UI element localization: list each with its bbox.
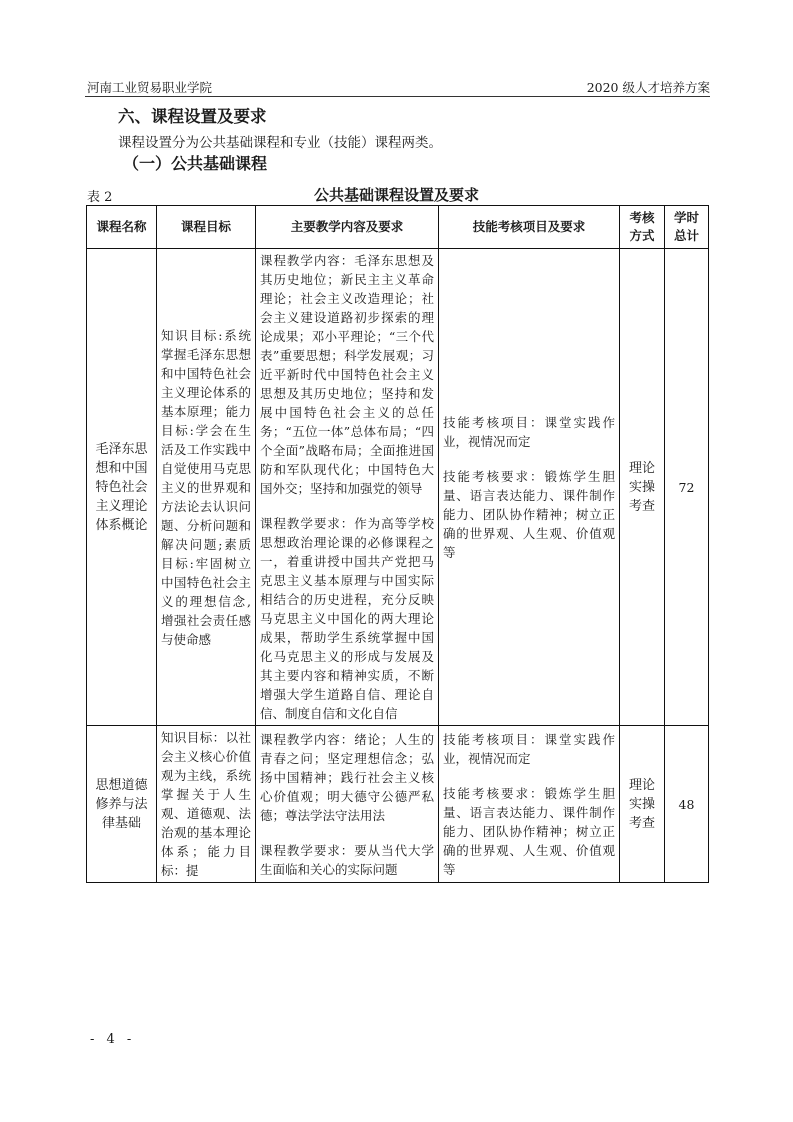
subsection-title: （一）公共基础课程 <box>123 154 268 173</box>
course-table <box>86 205 709 883</box>
header-institution: 河南工业贸易职业学院 <box>87 80 213 95</box>
hours-cell: 72 <box>665 249 709 726</box>
table-title: 公共基础课程设置及要求 <box>313 186 479 204</box>
table-header-row <box>87 206 709 249</box>
skill-requirements: 技能考核要求：锻炼学生胆量、语言表达能力、课件制作能力、团队协作精神；树立正确的世界观、人生观、价值观等 <box>443 785 615 877</box>
section-intro: 课程设置分为公共基础课程和专业（技能）课程两类。 <box>118 135 442 151</box>
header-hours: 学时总计 <box>665 206 709 249</box>
content-requirements: 课程教学要求：要从当代大学生面临和关心的实际问题 <box>260 842 434 877</box>
header-content: 主要教学内容及要求 <box>256 206 439 249</box>
header-divider <box>85 96 710 97</box>
header-skill: 技能考核项目及要求 <box>439 206 620 249</box>
header-method: 考核方式 <box>620 206 665 249</box>
table-number: 表 2 <box>87 190 113 205</box>
course-name-cell: 毛泽东思想和中国特色社会主义理论体系概论 <box>87 249 157 726</box>
skill-cell <box>439 726 620 883</box>
assessment-method-cell: 理论实操考查 <box>620 249 665 726</box>
page-number: - 4 - <box>90 1032 136 1047</box>
course-content-cell <box>256 726 439 883</box>
course-goal-cell: 知识目标：以社会主义核心价值观为主线，系统掌握关于人生观、道德观、法治观的基本理论体系；能力目标：提 <box>157 726 256 883</box>
section-title: 六、课程设置及要求 <box>118 107 267 126</box>
content-requirements: 课程教学要求：作为高等学校思想政治理论课的必修课程之一，着重讲授中国共产党把马克思主义基本原理与中国实际相结合的历史进程，充分反映马克思主义中国化的两大理论成果，帮助学生系统掌握中国化马克思主义的形成与发展及其主要内容和精神实质，不断增强大学生道路自信、理论自信、制度自信和文化自信 <box>260 516 434 721</box>
skill-cell <box>439 249 620 726</box>
course-name-cell: 思想道德修养与法律基础 <box>87 726 157 883</box>
skill-project: 技能考核项目：课堂实践作业，视情况而定 <box>443 414 615 449</box>
hours-cell: 48 <box>665 726 709 883</box>
assessment-method-cell: 理论实操考查 <box>620 726 665 883</box>
header-course-name: 课程名称 <box>87 206 157 249</box>
course-goal-cell: 知识目标:系统掌握毛泽东思想和中国特色社会主义理论体系的基本原理；能力目标:学会在生活及工作实践中自觉使用马克思主义的世界观和方法论去认识问题、分析问题和解决问题;素质目标:牢固树立中国特色社会主义的理想信念,增强社会责任感与使命感 <box>157 249 256 726</box>
table-row <box>87 726 709 883</box>
skill-requirements: 技能考核要求：锻炼学生胆量、语言表达能力、课件制作能力、团队协作精神；树立正确的世界观、人生观、价值观等 <box>443 468 615 560</box>
course-content-cell <box>256 249 439 726</box>
table-row <box>87 249 709 726</box>
content-teaching: 课程教学内容：绪论；人生的青春之问；坚定理想信念；弘扬中国精神；践行社会主义核心价值观；明大德守公德严私德；尊法学法守法用法 <box>260 731 434 823</box>
skill-project: 技能考核项目：课堂实践作业，视情况而定 <box>443 731 615 766</box>
header-course-goal: 课程目标 <box>157 206 256 249</box>
header-document-title: 2020 级人才培养方案 <box>586 80 710 95</box>
content-teaching: 课程教学内容：毛泽东思想及其历史地位；新民主主义革命理论；社会主义改造理论；社会主义建设道路初步探索的理论成果；邓小平理论；“三个代表”重要思想；科学发展观；习近平新时代中国特色社会主义思想及其历史地位；坚持和发展中国特色社会主义的总任务；“五位一体”总体布局；“四个全面”战略布局；全面推进国防和军队现代化；中国特色大国外交；坚持和加强党的领导 <box>260 253 434 496</box>
